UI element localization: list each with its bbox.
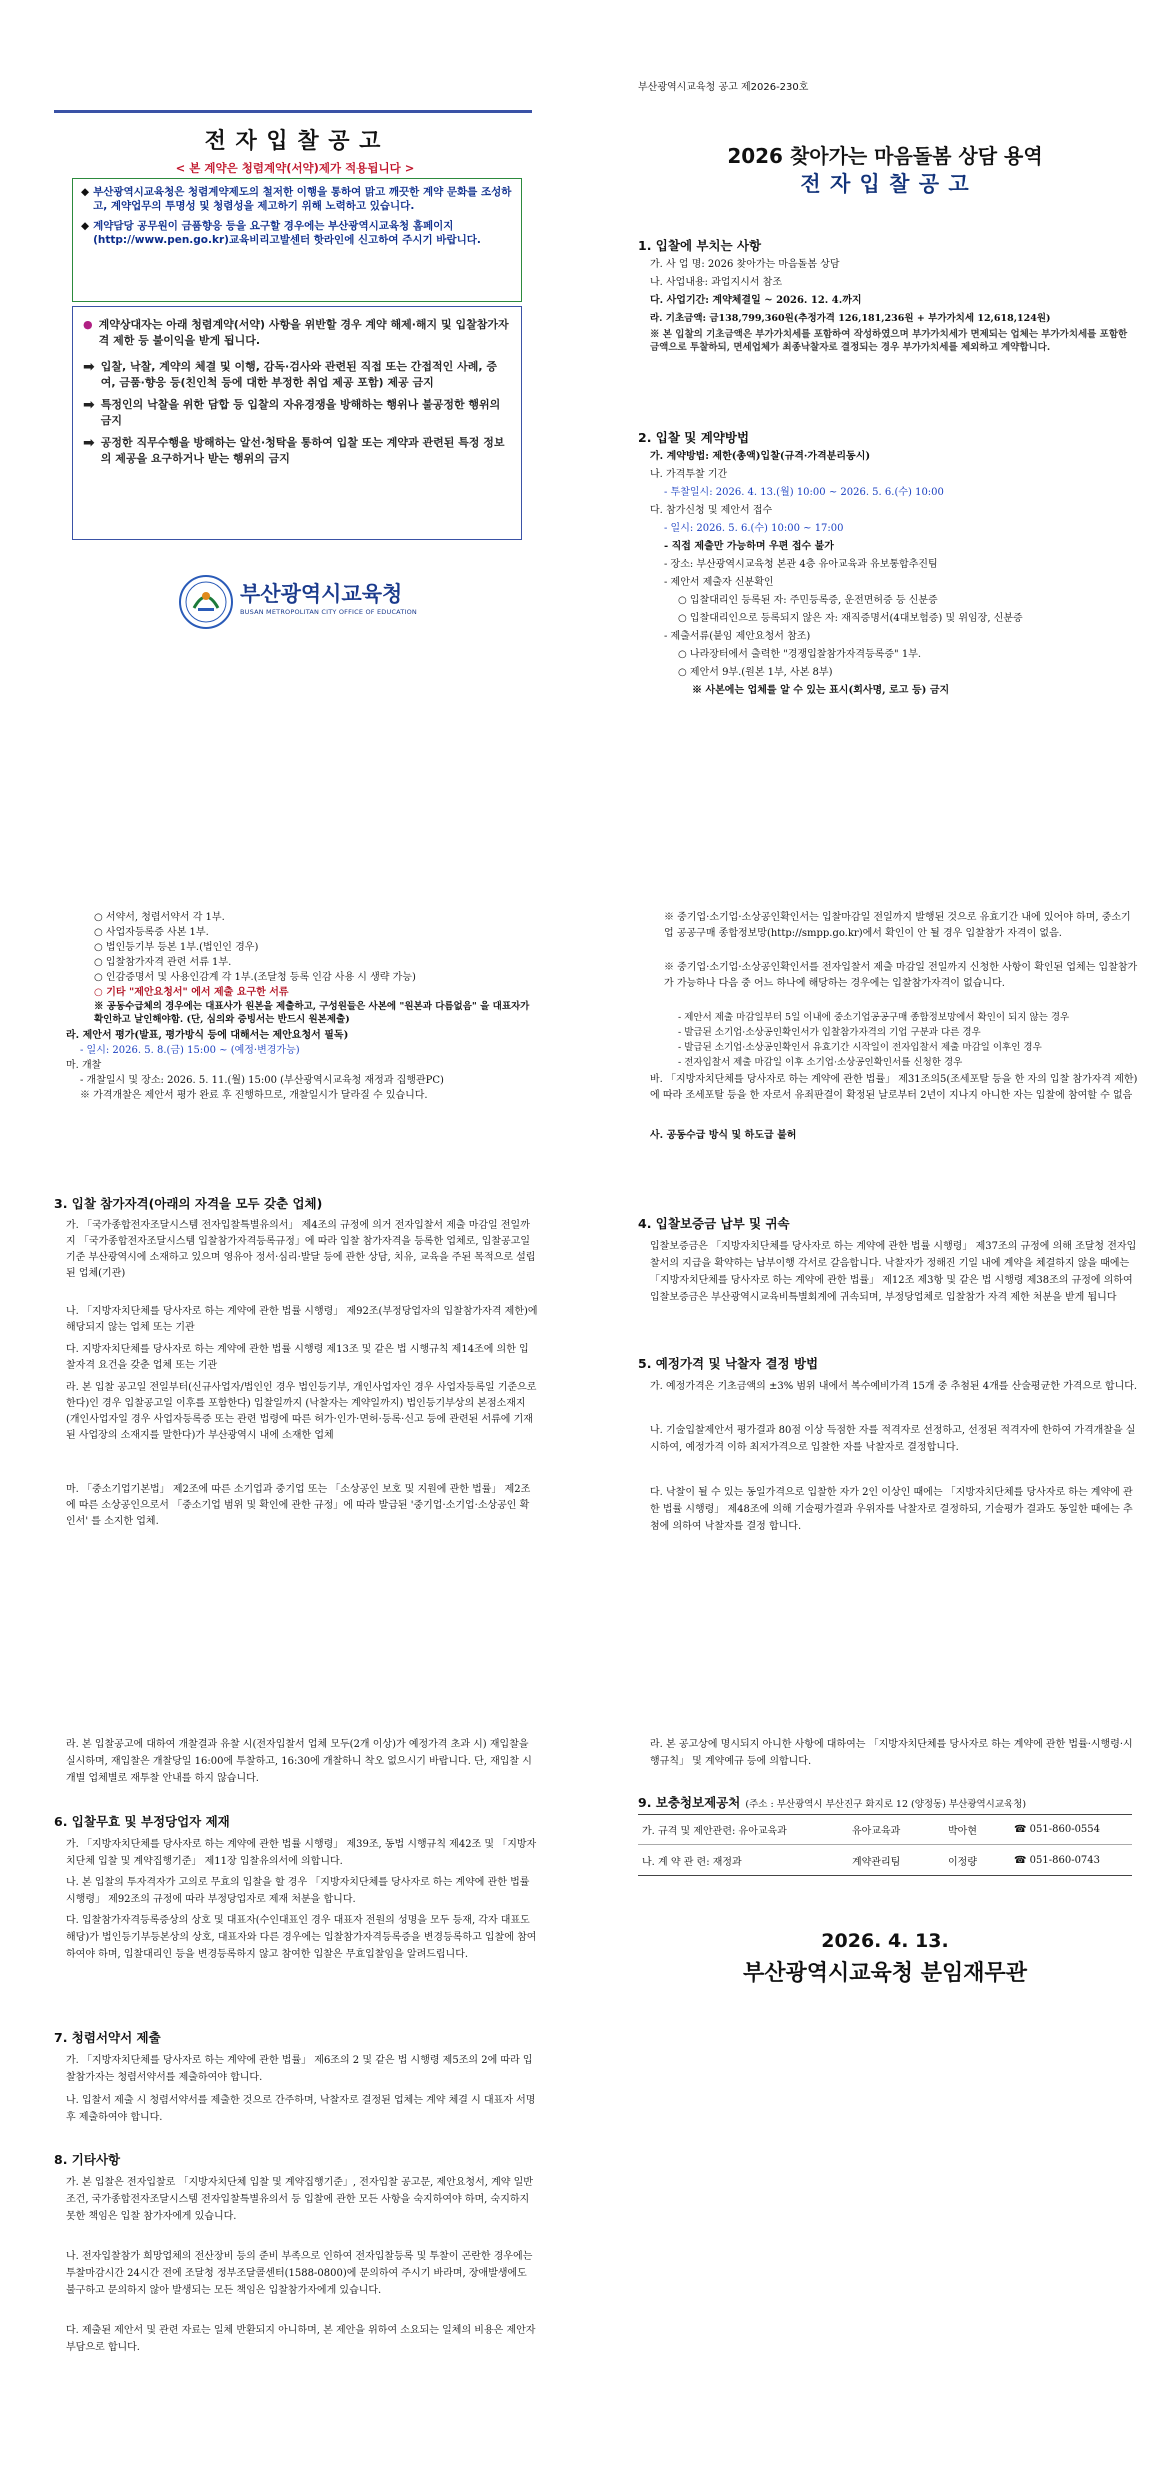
contact-phone: ☎ 051-860-0743 [1014,1854,1101,1866]
project-title: 2026 찾아가는 마음돌봄 상담 용역 [727,144,1043,168]
diamond-icon: ◆ [81,186,90,198]
page-2 [0,826,1168,1652]
logo-english: BUSAN METROPOLITAN CITY OFFICE OF EDUCATION [240,608,417,616]
box-item-text: 계약담당 공무원이 금품향응 등을 요구할 경우에는 부산광역시교육청 홈페이지(http://www.pen.go.kr)교육비리고발센터 핫라인에 신고하여 주시기 바랍니다. [93,220,481,246]
s2-line: - 제안서 제출자 신분확인 [664,577,774,588]
contact-subject: 나. 계 약 관 련: 재정과 [642,1856,742,1868]
s5-item: 가. 예정가격은 기초금액의 ±3% 범위 내에서 복수예비가격 15개 중 추첨된 4개를 산술평균한 가격으로 합니다. [650,1381,1138,1392]
s2-line: - 장소: 부산광역시교육청 본관 4층 유아교육과 유보통합추진팀 [664,559,938,570]
p2-right-note: ※ 중기업·소기업·소상공인확인서는 입찰마감일 전일까지 발행된 것으로 유효기간 내에 있어야 하며, 중소기업 공공구매 종합정보망(http://smpp.go.kr)에서 확인이 안 될 경우 입찰참가 자격이 없음. [664,912,1131,939]
section-1-body [638,256,1138,380]
title-rule [54,110,532,113]
notice-date: 2026. 4. 13. [821,1930,949,1952]
s3-item: 라. 본 입찰 공고일 전일부터(신규사업자/법인인 경우 법인등기부, 개인사업자인 경우 사업자등록일 기준으로 한다)인 경우 입찰공고일 이후를 포함한다) 입찰일까지 (낙찰자는 계약일까지) 법인등기부상의 본점소재지(개인사업자일 경우 사업자등록증 또는 관련 법령에 따른 허가·인가·면허·등록·신고 등에 관련된 서류에 기재된 사업장의 소재지를 말한다)가 부산광역시 내에 소재한 업체 [66,1382,537,1441]
contact-row [638,1815,1132,1845]
s2-line: ○ 나라장터에서 출력한 "경쟁입찰참가자격등록증" 1부. [678,649,922,660]
contact-dept: 계약관리팀 [852,1856,901,1868]
p3-left-top: 라. 본 입찰공고에 대하여 개찰결과 유찰 시(전자입찰서 업체 모두(2개 이상)가 예정가격 초과 시) 재입찰을 실시하며, 재입찰은 개찰당일 16:00에 투찰하고, 16:30에 개찰하니 착오 없으시기 바랍니다. 단, 재입찰 시 개별 업체별로 재투찰 안내를 하지 않습니다. [66,1739,532,1784]
section-8-heading: 8. 기타사항 [54,2152,121,2167]
section-8-body [54,2174,538,2358]
box-item [81,185,513,213]
section-5-body [638,1378,1138,1542]
p2-line: ○ 법인등기부 등본 1부.(법인인 경우) [94,942,259,953]
p2-right-line: - 제안서 제출 마감일부터 5일 이내에 중소기업공공구매 종합정보망에서 확인이 되지 않는 경우 [678,1012,1070,1023]
notice-number: 부산광역시교육청 공고 제2026-230호 [638,82,809,93]
p2-right-top [638,910,1138,1144]
p2-left-top [54,910,538,1103]
cause-item [83,397,511,429]
arrow-icon: ➡ [83,359,95,375]
p2-right-note: ※ 중기업·소기업·소상공인확인서를 전자입찰서 제출 마감일 전일까지 신청한 사항이 확인된 업체는 입찰참가가 가능하나 다음 중 어느 하나에 해당하는 경우에는 입찰참가자격이 없습니다. [664,962,1138,989]
s2-line: - 직접 제출만 가능하며 우편 접수 불가 [664,541,834,552]
s7-item: 나. 입찰서 제출 시 청렴서약서를 제출한 것으로 간주하며, 낙찰자로 결정된 업체는 계약 체결 시 대표자 서명 후 제출하여야 합니다. [66,2095,536,2123]
s3-item: 가. 「국가종합전자조달시스템 전자입찰특별유의서」 제4조의 규정에 의거 전자입찰서 제출 마감일 전일까지 「국가종합전자조달시스템 입찰참가자격등록규정」에 따라 입찰 참가자격을 등록한 업체로, 입찰공고일 기준 부산광역시에 소재하고 있으며 영유아 정서·심리·발달 등에 관한 상담, 치유, 교육을 주된 목적으로 설립된 업체(기관) [66,1220,536,1279]
contact-name: 이정량 [948,1856,977,1868]
p2-right-line: - 발급된 소기업·소상공인확인서가 입찰참가자격의 기업 구분과 다른 경우 [678,1027,981,1038]
section-4-heading: 4. 입찰보증금 납부 및 귀속 [638,1216,790,1231]
p2-line: - 개찰일시 및 장소: 2026. 5. 11.(월) 15:00 (부산광역시교육청 재정과 집행관PC) [80,1075,444,1086]
p2-line: ○ 기타 "제안요청서" 에서 제출 요구한 서류 [94,987,289,998]
section-9-title: 9. 보충청보제공처 [638,1795,741,1810]
logo-korean: 부산광역시교육청 [240,582,403,606]
box-item-text: 부산광역시교육청은 청렴계약제도의 철저한 이행을 통하여 맑고 깨끗한 계약 문화를 조성하고, 계약업무의 투명성 및 청렴성을 제고하기 위해 노력하고 있습니다. [93,186,512,212]
s1-line: 가. 사 업 명: 2026 찾아가는 마음돌봄 상담 [650,259,840,270]
section-3-body [54,1218,538,1548]
page1-left [48,0,538,826]
section-6-body [54,1836,538,1982]
office-logo [178,572,478,632]
section-7-body [54,2052,538,2128]
page3-left [48,1652,538,2478]
p2-right-line: 사. 공동수급 방식 및 하도급 불허 [650,1130,797,1141]
left-title: 전 자 입 찰 공 고 [204,129,382,154]
p2-line: ○ 인감증명서 및 사용인감계 각 1부.(조달청 등록 인감 사용 시 생략 가능) [94,972,416,983]
p2-right-line: - 전자입찰서 제출 마감일 이후 소기업·소상공인확인서를 신청한 경우 [678,1057,963,1068]
section-1-heading: 1. 입찰에 부치는 사항 [638,238,762,253]
p2-line: ○ 사업자등록증 사본 1부. [94,927,209,938]
s3-item: 다. 지방자치단체를 당사자로 하는 계약에 관한 법률 시행령 제13조 및 같은 법 시행규칙 제14조에 의한 입찰자격 요건을 갖춘 업체 또는 기관 [66,1344,529,1371]
contact-subject: 가. 규격 및 제안관련: 유아교육과 [642,1826,787,1837]
cause-intro-text: 계약상대자는 아래 청렴계약(서약) 사항을 위반할 경우 계약 해제·해지 및 입찰참가자격 제한 등 불이익을 받게 됩니다. [98,318,509,347]
cause-text: 특정인의 낙찰을 위한 담합 등 입찰의 자유경쟁을 방해하는 행위나 불공정한 행위의 금지 [100,398,501,427]
page2-right [632,826,1138,1652]
integrity-banner: < 본 계약은 청렴계약(서약)제가 적용됩니다 > [175,161,415,175]
s1-line: 라. 기초금액: 금138,799,360원(추정가격 126,181,236원 + 부가가치세 12,618,124원) [650,313,1051,324]
p2-line: ※ 가격개찰은 제안서 평가 완료 후 진행하므로, 개찰일시가 달라질 수 있습니다. [80,1090,428,1101]
page1-right [632,0,1138,826]
page-3 [0,1652,1168,2478]
cause-intro [83,317,511,349]
section-9-address: (주소 : 부산광역시 부산진구 화지로 12 (양정동) 부산광역시교육청) [745,1799,1027,1810]
s2-line: ○ 입찰대리인 등록된 자: 주민등록증, 운전면허증 등 신분증 [678,595,938,606]
s1-line: 다. 사업기간: 계약체결일 ~ 2026. 12. 4.까지 [650,295,862,306]
cause-item [83,435,511,467]
p2-line: 마. 개찰 [66,1060,102,1071]
p2-note: ※ 공동수급체의 경우에는 대표사가 원본을 제출하고, 구성원들은 사본에 "원본과 다름없음" 을 대표자가 확인하고 날인해야함. (단, 심의와 증빙서는 반드시 원본제출) [94,1001,530,1025]
sanction-box [72,306,522,540]
s2-line: ※ 사본에는 업체를 알 수 있는 표시(회사명, 로고 등) 금지 [692,685,950,696]
s3-item: 마. 「중소기업기본법」 제2조에 따른 소기업과 중기업 또는 「소상공인 보호 및 지원에 관한 법률」 제2조에 따른 소상공인으로서 「중소기업 범위 및 확인에 관한 규정」에 따라 발급된 '중기업·소기업·소상공인 확인서' 를 소지한 업체. [66,1484,531,1527]
p2-line: ○ 입찰참가자격 관련 서류 1부. [94,957,232,968]
s2-line: 나. 가격투찰 기간 [650,469,728,480]
s2-line: 가. 계약방법: 제한(총액)입찰(규격·가격분리동시) [650,451,871,462]
s7-item: 가. 「지방자치단체를 당사자로 하는 계약에 관한 법률」 제6조의 2 및 같은 법 시행령 제5조의 2에 따라 입찰참가자는 청렴서약서를 제출하여야 합니다. [66,2055,533,2083]
s2-line: 다. 참가신청 및 제안서 접수 [650,505,773,516]
s8-item: 나. 전자입찰참가 희망업체의 전산장비 등의 준비 부족으로 인하여 전자입찰등록 및 투찰이 곤란한 경우에는 투찰마감시간 24시간 전에 조달청 정부조달콜센터(1588-0800)에 문의하여 주시기 바라며, 장애발생에도 불구하고 문의하지 않아 발생되는 모든 책임은 입찰참가자에게 있습니다. [66,2251,533,2296]
p2-line: - 일시: 2026. 5. 8.(금) 15:00 ~ (예정·변경가능) [80,1045,300,1056]
issuer: 부산광역시교육청 분임재무관 [743,1961,1027,1986]
contact-row [638,1845,1132,1875]
contact-table [638,1814,1132,1876]
arrow-icon: ➡ [83,397,95,413]
right-subtitle: 전 자 입 찰 공 고 [800,172,970,196]
s6-item: 다. 입찰참가자격등록증상의 상호 및 대표자(수인대표인 경우 대표자 전원의 성명을 모두 등재, 각자 대표도 해당)가 법인등기부등본상의 상호, 대표자와 다른 경우에는 입찰참가자격등록증을 변경등록하고 입찰에 참여하여야 하며, 입찰대리인 등을 변경등록하지 않고 참여한 입찰은 무효입찰임을 알려드립니다. [66,1915,537,1960]
box-item [81,219,513,247]
cause-text: 입찰, 낙찰, 계약의 체결 및 이행, 감독·검사와 관련된 직접 또는 간접적인 사례, 증여, 금품·향응 등(친인척 등에 대한 부정한 취업 제공 포함) 제공 금지 [100,360,497,389]
section-2-heading: 2. 입찰 및 계약방법 [638,430,750,445]
s2-line: - 투찰일시: 2026. 4. 13.(월) 10:00 ~ 2026. 5. 6.(수) 10:00 [664,487,944,498]
page2-left [48,826,538,1652]
s8-item: 가. 본 입찰은 전자입찰로 「지방자치단체 입찰 및 계약집행기준」, 전자입찰 공고문, 제안요청서, 계약 일반조건, 국가종합전자조달시스템 전자입찰특별유의서 등 입찰에 관한 모든 사항을 숙지하여야 하며, 숙지하지 못한 책임은 입찰 참가자에게 있습니다. [66,2177,533,2222]
p2-line: ○ 서약서, 청렴서약서 각 1부. [94,912,225,923]
s5-item: 나. 기술입찰제안서 평가결과 80점 이상 득점한 자를 적격자로 선정하고, 선정된 적격자에 한하여 가격개찰을 실시하여, 예정가격 이하 최저가격으로 입찰한 자를 낙찰자로 결정합니다. [650,1425,1136,1453]
cause-item [83,359,511,391]
diamond-icon: ◆ [81,220,90,232]
s2-line: - 제출서류(붙임 제안요청서 참조) [664,631,811,642]
s3-item: 나. 「지방자치단체를 당사자로 하는 계약에 관한 법률 시행령」 제92조(부정당업자의 입찰참가자격 제한)에 해당되지 않는 업체 또는 기관 [66,1306,538,1333]
contact-dept: 유아교육과 [852,1826,901,1837]
emblem-icon [178,574,234,630]
section-2-body [638,448,1138,700]
p2-line: 라. 제안서 평가(발표, 평가방식 등에 대해서는 제안요청서 필독) [66,1030,349,1041]
p3-right-top: 라. 본 공고상에 명시되지 아니한 사항에 대하여는 「지방자치단체를 당사자로 하는 계약에 관한 법률·시행령·시행규칙」 및 계약예규 등에 의합니다. [650,1739,1133,1767]
page-1 [0,0,1168,826]
s6-item: 나. 본 입찰의 투자격자가 고의로 무효의 입찰을 할 경우 「지방자치단체를 당사자로 하는 계약에 관한 법률 시행령」 제92조의 규정에 따라 부정당업자로 제재 처분을 합니다. [66,1877,530,1905]
s2-line: - 일시: 2026. 5. 6.(수) 10:00 ~ 17:00 [664,523,844,534]
p2-right-item: 바. 「지방자치단체를 당사자로 하는 계약에 관한 법률」 제31조의5(조세포탈 등을 한 자의 입찰 참가자격 제한)에 따라 조세포탈 등을 한 자로서 유죄판결이 확정된 날로부터 2년이 지나지 아니한 자는 입찰에 참여할 수 없음 [650,1074,1138,1101]
s2-line: ○ 제안서 9부.(원본 1부, 사본 8부) [678,667,833,678]
section-4-body: 입찰보증금은 「지방자치단체를 당사자로 하는 계약에 관한 법률 시행령」 제37조의 규정에 의해 조달청 전자입찰서의 지급을 확약하는 납부이행 각서로 갈음합니다. 낙찰자가 정해진 기일 내에 계약을 체결하지 않을 때에는 「지방자치단체를 당사자로 하는 계약에 관한 법률」 제12조 제3항 및 같은 법 시행령 제38조의 규정에 의하여 입찰보증금은 부산광역시교육비특별회계에 귀속되며, 부정당업체로 입찰참가 자격 제한 처분을 받게 됩니다 [650,1241,1137,1303]
section-5-heading: 5. 예정가격 및 낙찰자 결정 방법 [638,1356,819,1371]
contact-name: 박아현 [948,1826,977,1837]
s2-line: ○ 입찰대리인으로 등록되지 않은 자: 재직증명서(4대보험증) 및 위임장, 신분증 [678,613,1023,624]
s8-item: 다. 제출된 제안서 및 관련 자료는 일체 반환되지 아니하며, 본 제안을 위하여 소요되는 일체의 비용은 제안자 부담으로 합니다. [66,2325,536,2353]
section-3-heading: 3. 입찰 참가자격(아래의 자격을 모두 갖춘 업체) [54,1196,323,1211]
dot-icon: ● [83,318,93,331]
section-7-heading: 7. 청렴서약서 제출 [54,2030,161,2045]
section-6-heading: 6. 입찰무효 및 부정당업자 제재 [54,1814,230,1829]
arrow-icon: ➡ [83,435,95,451]
s6-item: 가. 「지방자치단체를 당사자로 하는 계약에 관한 법률 시행령」 제39조, 동법 시행규칙 제42조 및 「지방자치단체 입찰 및 계약집행기준」 제11장 입찰유의서에 의합니다. [66,1839,537,1867]
p2-right-line: - 발급된 소기업·소상공인확인서 유효기간 시작일이 전자입찰서 제출 마감일 이후인 경우 [678,1042,1042,1053]
s5-item: 다. 낙찰이 될 수 있는 동일가격으로 입찰한 자가 2인 이상인 때에는 「지방자치단체를 당사자로 하는 계약에 관한 법률 시행령」 제48조에 의해 기술평가결과 우위자를 낙찰자로 결정하되, 기술평가 결과도 동일한 때에는 추첨에 의하여 낙찰자를 결정 합니다. [650,1487,1133,1532]
s1-note: ※ 본 입찰의 기초금액은 부가가치세를 포함하여 작성하였으며 부가가치세가 면제되는 업체는 부가가치세를 포함한 금액으로 투찰하되, 면세업체가 최종낙찰자로 결정되는 경우 부가가치세를 제외하고 계약합니다. [650,329,1128,353]
integrity-box [72,178,522,302]
page3-right [632,1652,1138,2478]
section-9-heading [638,1792,1026,1811]
contact-phone: ☎ 051-860-0554 [1014,1824,1101,1835]
cause-text: 공정한 직무수행을 방해하는 알선·청탁을 통하여 입찰 또는 계약과 관련된 특정 정보의 제공을 요구하거나 받는 행위의 금지 [100,436,505,465]
s1-line: 나. 사업내용: 과업지시서 참조 [650,277,783,288]
